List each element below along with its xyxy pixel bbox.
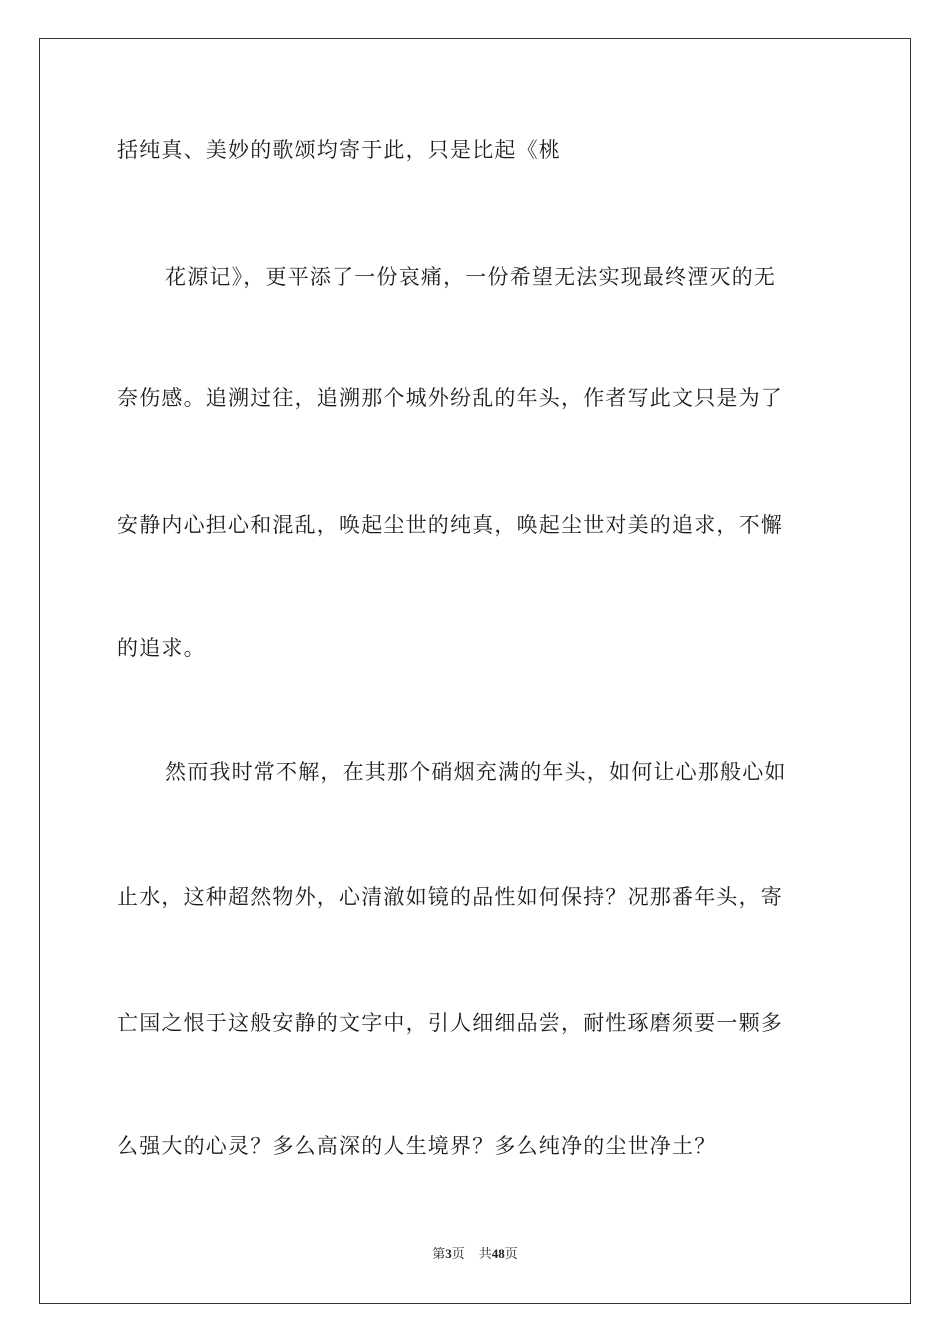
text-line-7: 止水，这种超然物外，心清澈如镜的品性如何保持？况那番年头，寄 <box>117 885 783 909</box>
page-footer <box>0 1245 950 1263</box>
page-current: 3 <box>445 1246 452 1261</box>
text-line-3: 奈伤感。追溯过往，追溯那个城外纷乱的年头，作者写此文只是为了 <box>117 386 783 410</box>
text-line-2: 花源记》，更平添了一份哀痛，一份希望无法实现最终湮灭的无 <box>165 265 777 289</box>
page-suffix: 页 <box>451 1246 465 1261</box>
total-prefix: 共 <box>478 1246 492 1261</box>
total-suffix: 页 <box>504 1246 518 1261</box>
text-line-9: 么强大的心灵？多么高深的人生境界？多么纯净的尘世净土？ <box>117 1134 717 1158</box>
text-line-6: 然而我时常不解，在其那个硝烟充满的年头，如何让心那般心如 <box>165 760 787 784</box>
page-total: 48 <box>491 1246 505 1261</box>
text-line-4: 安静内心担心和混乱，唤起尘世的纯真，唤起尘世对美的追求，不懈 <box>117 513 783 537</box>
page-border <box>39 38 911 1304</box>
text-line-1: 括纯真、美妙的歌颂均寄于此，只是比起《桃 <box>117 138 561 162</box>
page-prefix: 第 <box>432 1246 446 1261</box>
text-line-8: 亡国之恨于这般安静的文字中，引人细细品尝，耐性琢磨须要一颗多 <box>117 1011 783 1035</box>
text-line-5: 的追求。 <box>117 636 206 660</box>
